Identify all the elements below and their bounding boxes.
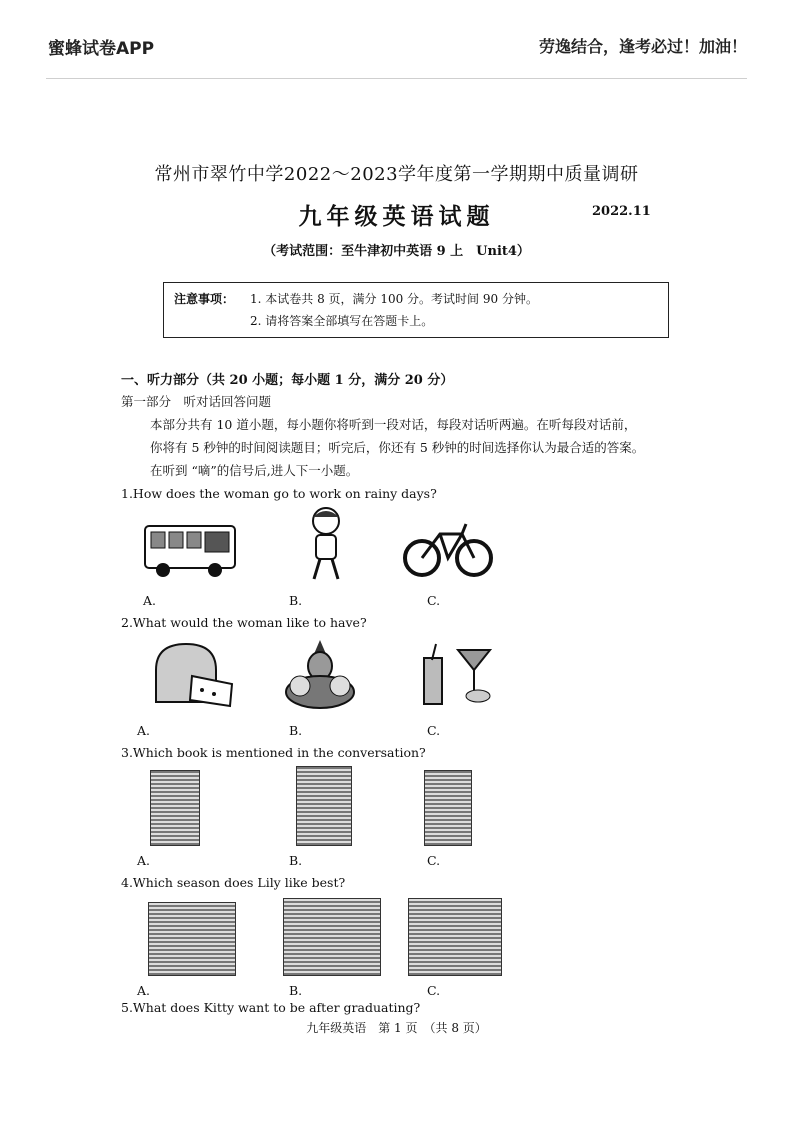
page-footer: 九年级英语 第 1 页 （共 8 页）	[306, 1021, 487, 1035]
exam-scope: （考试范围：至牛津初中英语 9 上 Unit4）	[263, 244, 530, 259]
book-cover-c	[424, 770, 472, 846]
option-c: C.	[427, 593, 441, 608]
notice-item-1: 1. 本试卷共 8 页，满分 100 分。考试时间 90 分钟。	[250, 292, 538, 306]
fruit-icon	[280, 636, 360, 712]
season-photo-c	[408, 898, 502, 976]
school-line: 常州市翠竹中学2022～2023学年度第一学期期中质量调研	[154, 164, 639, 185]
book-cover-a	[150, 770, 200, 846]
option-c: C.	[427, 983, 441, 998]
header-divider	[46, 78, 747, 79]
season-photo-a	[148, 902, 236, 976]
question-3: 3.Which book is mentioned in the conversation?	[121, 745, 426, 760]
option-b: B.	[289, 983, 303, 998]
app-name: 蜜蜂试卷APP	[48, 39, 155, 59]
option-c: C.	[427, 723, 441, 738]
book-cover-b	[296, 766, 352, 846]
option-b: B.	[289, 593, 303, 608]
notice-box	[163, 282, 669, 338]
option-c: C.	[427, 853, 441, 868]
instruction-line: 在听到 “嘀”的信号后,进人下一小题。	[150, 463, 359, 478]
slogan: 劳逸结合，逢考必过！加油！	[538, 37, 747, 56]
question-5: 5.What does Kitty want to be after graduating?	[121, 1000, 421, 1015]
instruction-line: 本部分共有 10 道小题，每小题你将听到一段对话，每段对话听两遍。在听每段对话前，	[150, 417, 637, 432]
option-a: A.	[137, 853, 151, 868]
bus-icon	[143, 518, 239, 580]
question-4: 4.Which season does Lily like best?	[121, 875, 346, 890]
option-a: A.	[137, 983, 151, 998]
bicycle-icon	[402, 518, 494, 580]
option-b: B.	[289, 853, 303, 868]
drinks-icon	[418, 640, 498, 708]
notice-label: 注意事项：	[174, 292, 235, 306]
season-photo-b	[283, 898, 381, 976]
option-b: B.	[289, 723, 303, 738]
exam-title: 九年级英语试题	[298, 203, 495, 230]
notice-item-2: 2. 请将答案全部填写在答题卡上。	[250, 314, 434, 328]
bread-icon	[152, 640, 236, 710]
section-heading: 一、听力部分（共 20 小题；每小题 1 分，满分 20 分）	[121, 373, 454, 388]
exam-date: 2022.11	[592, 204, 651, 219]
question-1: 1.How does the woman go to work on rainy days?	[121, 486, 437, 501]
part-title: 第一部分 听对话回答问题	[121, 394, 272, 409]
walking-girl-icon	[300, 505, 352, 585]
option-a: A.	[137, 723, 151, 738]
instruction-line: 你将有 5 秒钟的时间阅读题目；听完后，你还有 5 秒钟的时间选择你认为最合适的答案。	[150, 440, 645, 455]
question-2: 2.What would the woman like to have?	[121, 615, 367, 630]
option-a: A.	[143, 593, 157, 608]
